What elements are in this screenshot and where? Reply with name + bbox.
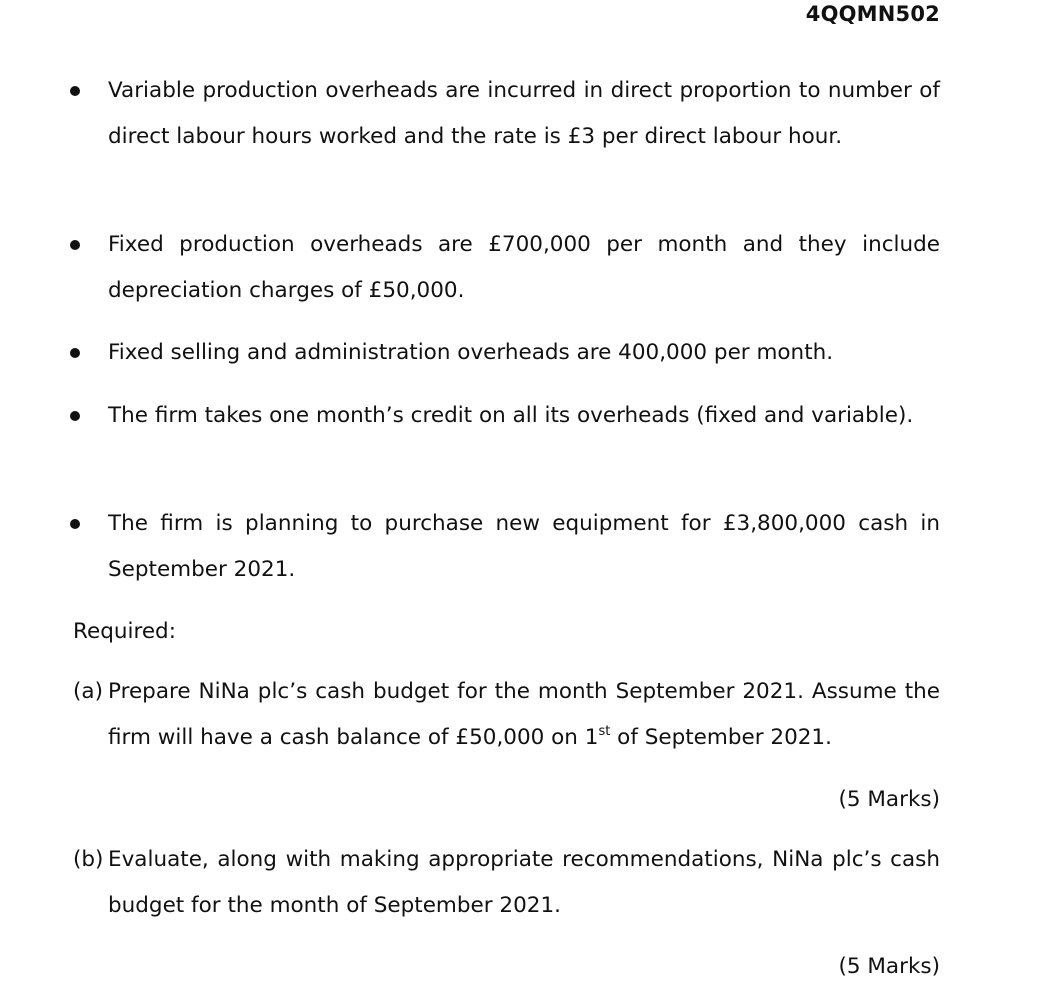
question-a-marks: (5 Marks) [838, 787, 940, 812]
question-a-text-after: of September 2021. [610, 724, 832, 750]
bullet-variable-overheads [108, 68, 940, 159]
question-a-text [108, 669, 940, 760]
question-b-marks: (5 Marks) [838, 954, 940, 979]
ordinal-suffix: st [598, 723, 611, 739]
question-b-text: Evaluate, along with making appropriate recommendations, NiNa plc’s cash budget for the month of September 2021. [108, 847, 940, 918]
bullet-dot [70, 240, 80, 250]
bullet-text: Fixed selling and administration overheads are 400,000 per month. [108, 340, 834, 365]
bullet-dot [70, 348, 80, 358]
bullet-fixed-production-overheads [108, 222, 940, 313]
bullet-text: The firm is planning to purchase new equipment for £3,800,000 cash in September 2021. [108, 511, 940, 582]
bullet-fixed-selling-overheads [108, 330, 940, 376]
question-b [73, 837, 940, 928]
bullet-dot [70, 519, 80, 529]
bullet-text: The firm takes one month’s credit on all its overheads (fixed and variable). [108, 403, 914, 428]
question-a-text-before: Prepare NiNa plc’s cash budget for the month September 2021. Assume the firm will have a cash balance of £50,000 on 1 [108, 679, 940, 750]
question-a-label: (a) [73, 679, 103, 704]
bullet-dot [70, 86, 80, 96]
question-b-label: (b) [73, 847, 104, 872]
required-heading: Required: [73, 619, 176, 644]
bullet-text: Fixed production overheads are £700,000 per month and they include depreciation charges of £50,000. [108, 232, 940, 303]
bullet-credit-terms [108, 393, 940, 439]
bullet-text: Variable production overheads are incurred in direct proportion to number of direct labour hours worked and the rate is £3 per direct labour hour. [108, 78, 940, 149]
bullet-equipment-purchase [108, 501, 940, 592]
document-code: 4QQMN502 [805, 2, 940, 26]
question-a [73, 669, 940, 760]
bullet-dot [70, 411, 80, 421]
